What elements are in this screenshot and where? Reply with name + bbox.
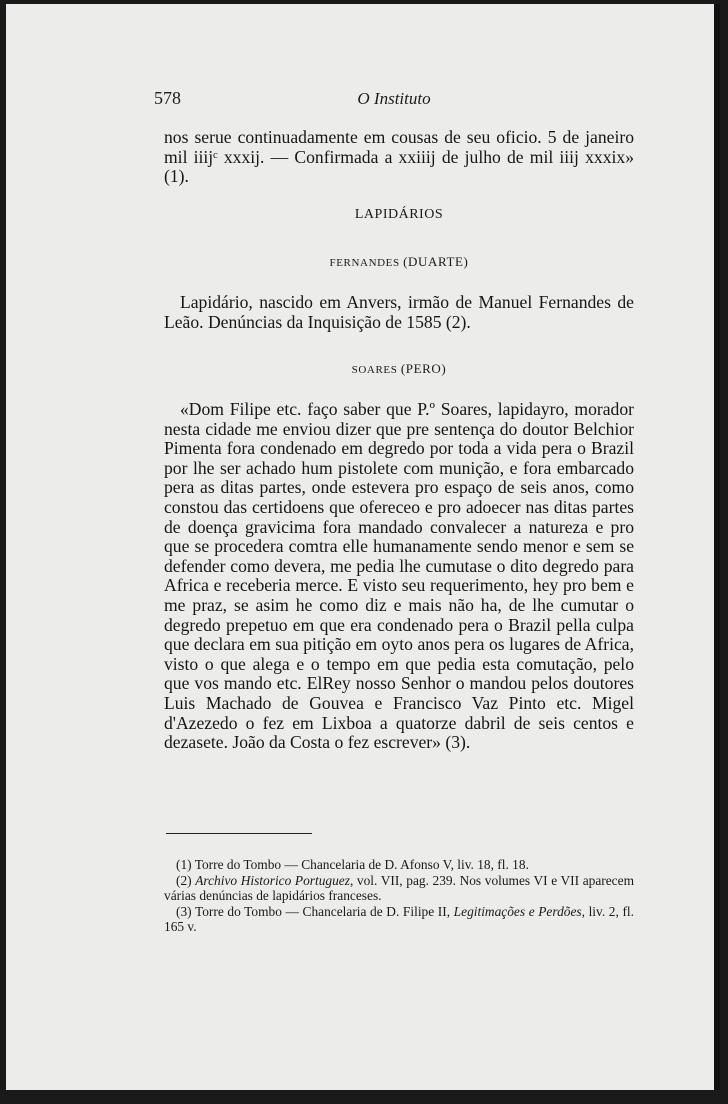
entry1-given-name: (DUARTE) xyxy=(403,254,469,269)
footnote-1: (1) Torre do Tombo — Chancelaria de D. Afonso V, liv. 18, fl. 18. xyxy=(176,857,529,872)
footnote-2 xyxy=(164,873,634,904)
running-title: O Instituto xyxy=(357,89,431,108)
footnote-rule xyxy=(166,833,312,834)
entry2-heading xyxy=(164,361,634,377)
entry2-text: «Dom Filipe etc. faço saber que P.º Soares, lapidayro, morador nesta cidade me enviou dizer que pre sentença do doutor Belchior Pimenta fora condenado em degredo por toda a vida pera o Brazil por lhe ser achado hum pistolete com munição, e fora embarcado pera as ditas partes, onde estevera pro espaço de seis anos, como constou das certidoens que ofereceo e pro adoecer nas ditas partes de doença gravicima fora mandado convalecer a natureza e pro que se procedera comtra elle humanamente sendo menor e sem se defender como devera, me pedia lhe cumutase o dito degredo para Africa e receberia merce. E visto seu requerimento, hey pro bem e me praz, se asim he como diz e mais não ha, de lhe cumutar o degredo prepetuo em que era condenado pera o Brazil pella culpa que declara em sua pitição em oyto anos pera os lugares de Africa, visto o que alega e o tempo em que pedia esta comutação, pelo que vos mando etc. ElRey nosso Senhor o mandou pelos doutores Luis Machado de Gouvea e Francisco Vaz Pinto etc. Migel d'Azezedo o fez em Lixboa a quatorze dabril de seis centos e dezasete. João da Costa o fez escrever» (3). xyxy=(164,399,634,753)
continuation-text: nos serue continuadamente em cousas de seu oficio. 5 de janeiro mil iiijᶜ xxxij. — Confirmada a xxiiij de julho de mil iiij xxxix» (1). xyxy=(164,127,634,187)
section-title: LAPIDÁRIOS xyxy=(354,207,444,222)
footnote-2-title: Archivo Historico Portuguez xyxy=(195,872,350,888)
entry2-paragraph xyxy=(164,400,634,753)
footnote-3-title: Legitimações e Perdões xyxy=(453,903,582,919)
footnote-2-mark: (2) xyxy=(176,872,196,888)
footnote-2-rest: , vol. VII, pag. 239. Nos volumes VI e VII aparecem várias denúncias de lapidários franceses. xyxy=(164,872,634,903)
entry1-paragraph xyxy=(164,293,634,332)
footnote-3 xyxy=(164,904,634,935)
entry1-text: Lapidário, nascido em Anvers, irmão de Manuel Fernandes de Leão. Denúncias da Inquisição de 1585 (2). xyxy=(164,292,634,332)
footnote-3-start: (3) Torre do Tombo — Chancelaria de D. Filipe II, xyxy=(176,903,454,919)
page-header xyxy=(154,88,634,112)
entry2-surname: SOARES xyxy=(351,364,398,376)
footnotes xyxy=(164,857,634,935)
footnote-3-rest: , liv. 2, fl. 165 v. xyxy=(164,903,634,934)
page-number: 578 xyxy=(154,88,181,108)
entry1-surname: FERNANDES xyxy=(329,257,400,269)
continuation-paragraph xyxy=(164,128,634,187)
entry2-given-name: (PERO) xyxy=(400,361,447,376)
entry1-heading xyxy=(164,254,634,270)
book-page xyxy=(6,4,720,1090)
